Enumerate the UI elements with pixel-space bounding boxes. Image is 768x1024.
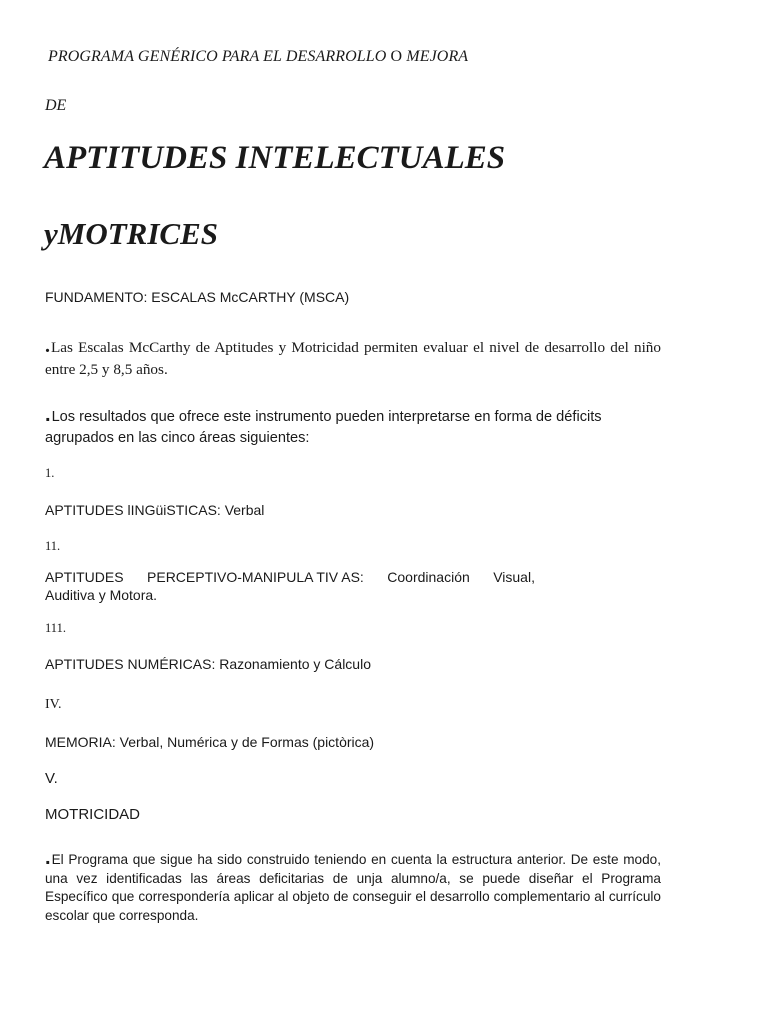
title-part1: PROGRAMA GENÉRICO PARA EL DESARROLLO	[48, 48, 387, 65]
area-word: PERCEPTIVO-MANIPULA TIV AS:	[147, 569, 364, 585]
area-perceptivo-line2: Auditiva y Motora.	[45, 587, 158, 603]
area-memoria: MEMORIA: Verbal, Numérica y de Formas (pictòrica)	[45, 734, 375, 750]
heading-aptitudes-intelectuales: APTITUDES INTELECTUALES	[44, 140, 506, 176]
paragraph-programa-text: El Programa que sigue ha sido construido teniendo en cuenta la estructura anterior. De este modo, una vez identificadas las áreas deficitarias de unja alumno/a, se puede diseñar el Programa Específico que correspondería aplicar al objeto de conseguir el desarrollo complementario al currículo escolar que corresponda.	[45, 852, 661, 923]
bullet: .	[45, 335, 50, 357]
bullet: .	[45, 404, 51, 426]
area-linguisticas: APTITUDES lINGüiSTICAS: Verbal	[45, 502, 265, 518]
area-motricidad: MOTRICIDAD	[45, 806, 140, 823]
area-word: Visual,	[493, 569, 535, 585]
paragraph-results-text: Los resultados que ofrece este instrumento pueden interpretarse en forma de déficits agrupados en las cinco áreas siguientes:	[45, 409, 602, 446]
area-word: Coordinación	[387, 569, 470, 585]
paragraph-results	[45, 404, 661, 449]
area-label: APTITUDES	[45, 569, 124, 585]
paragraph-intro	[45, 337, 661, 381]
area-number-2: 11.	[45, 539, 61, 553]
area-number-1: 1.	[45, 466, 55, 480]
area-perceptivo-manipulativas	[45, 568, 535, 604]
area-numericas: APTITUDES NUMÉRICAS: Razonamiento y Cálculo	[45, 656, 371, 672]
area-perceptivo-line1	[45, 568, 535, 586]
paragraph-programa	[45, 847, 661, 925]
bullet: .	[45, 847, 51, 869]
paragraph-intro-text: Las Escalas McCarthy de Aptitudes y Motricidad permiten evaluar el nivel de desarrollo del niño entre 2,5 y 8,5 años.	[45, 339, 661, 378]
area-number-4: IV.	[45, 697, 62, 712]
fundamento-line: FUNDAMENTO: ESCALAS McCARTHY (MSCA)	[45, 289, 350, 305]
heading-motrices: yMOTRICES	[44, 216, 218, 251]
title-part2: MEJORA	[406, 48, 469, 65]
title-o: O	[390, 48, 403, 65]
title-de: DE	[45, 97, 67, 114]
area-number-5: V.	[45, 770, 58, 787]
program-title	[48, 48, 468, 66]
area-number-3: 111.	[45, 621, 66, 635]
